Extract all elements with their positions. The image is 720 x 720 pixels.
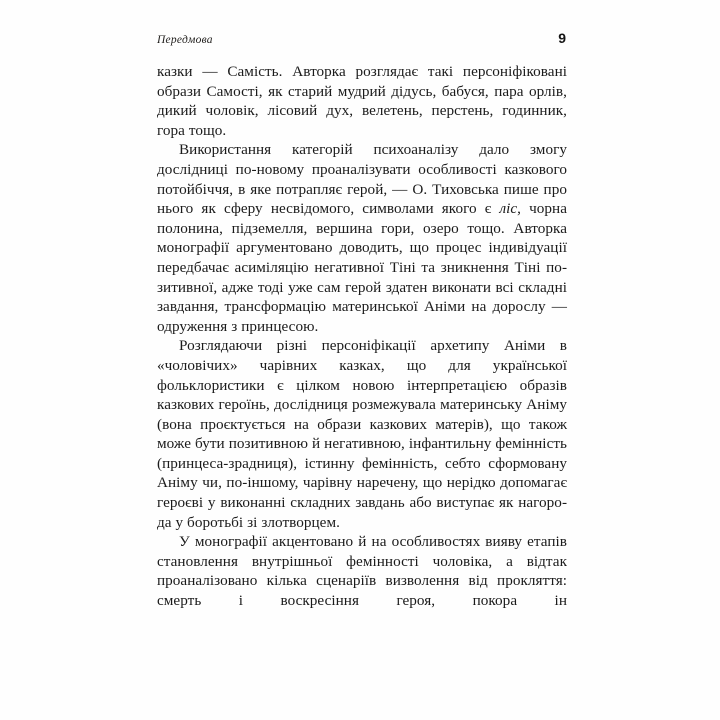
italic-term-lis: ліс [499, 200, 518, 218]
page-number: 9 [558, 30, 566, 46]
running-header [157, 31, 566, 51]
paragraph-psychoanalysis [157, 140, 567, 336]
body-text-block [157, 62, 567, 611]
paragraph-anima-personifications: Розглядаючи різні персоніфікації архетипу Аніми в «чоловічих» чарівних казках, що для української фольклористики є цілком новою інтерпретацією образів казкових героїнь, дослідниця розмежувала материнську Аніму (вона проєктується на образи казкових матерів), що також може бути позитивною й негативною, інфантильну фемінність (принцеса-зрадниця), істинну фемінність, себто сформовану Аніму чи, по-іншому, чарівну наречену, що нерідко допомагає героєві у виконанні складних завдань або виступає як нагорода у боротьбі зі злотворцем. [157, 337, 567, 531]
paragraph-samist: казки — Самість. Авторка розглядає такі персоніфіковані образи Самості, як старий мудрий дідусь, бабуся, пара орлів, дикий чоловік, лісовий дух, велетень, перстень, годинник, гора тощо. [157, 63, 567, 139]
paragraph-psychoanalysis-part-2: , чорна полонина, підземелля, вершина гори, озеро тощо. Авторка монографії аргументовано доводить, що процес індивідуації передбачає асиміляцію негативної Тіні та зникнення Тіні позитивної, адже тоді уже сам герой здатен виконати всі складні завдання, трансформацію материнської Аніми на дорослу — одруження з принцесою. [157, 200, 568, 335]
running-head-title: Передмова [157, 34, 213, 46]
paragraph-femininity-stages: У монографії акцентовано й на особливостях вияву етапів становлення внутрішньої фемінності чоловіка, а відтак проаналізовано кілька сценаріїв визволення від прокляття: смерть і воскресіння героя, покора ін [157, 533, 567, 610]
paragraph-psychoanalysis-part-1: Використання категорій психоаналізу дало змогу дослідниці по-новому проаналізувати особливості казкового потойбіччя, в яке потрапляє герой, — О. Тиховська пише про нього як сферу несвідомого, символами якого є [157, 141, 567, 218]
